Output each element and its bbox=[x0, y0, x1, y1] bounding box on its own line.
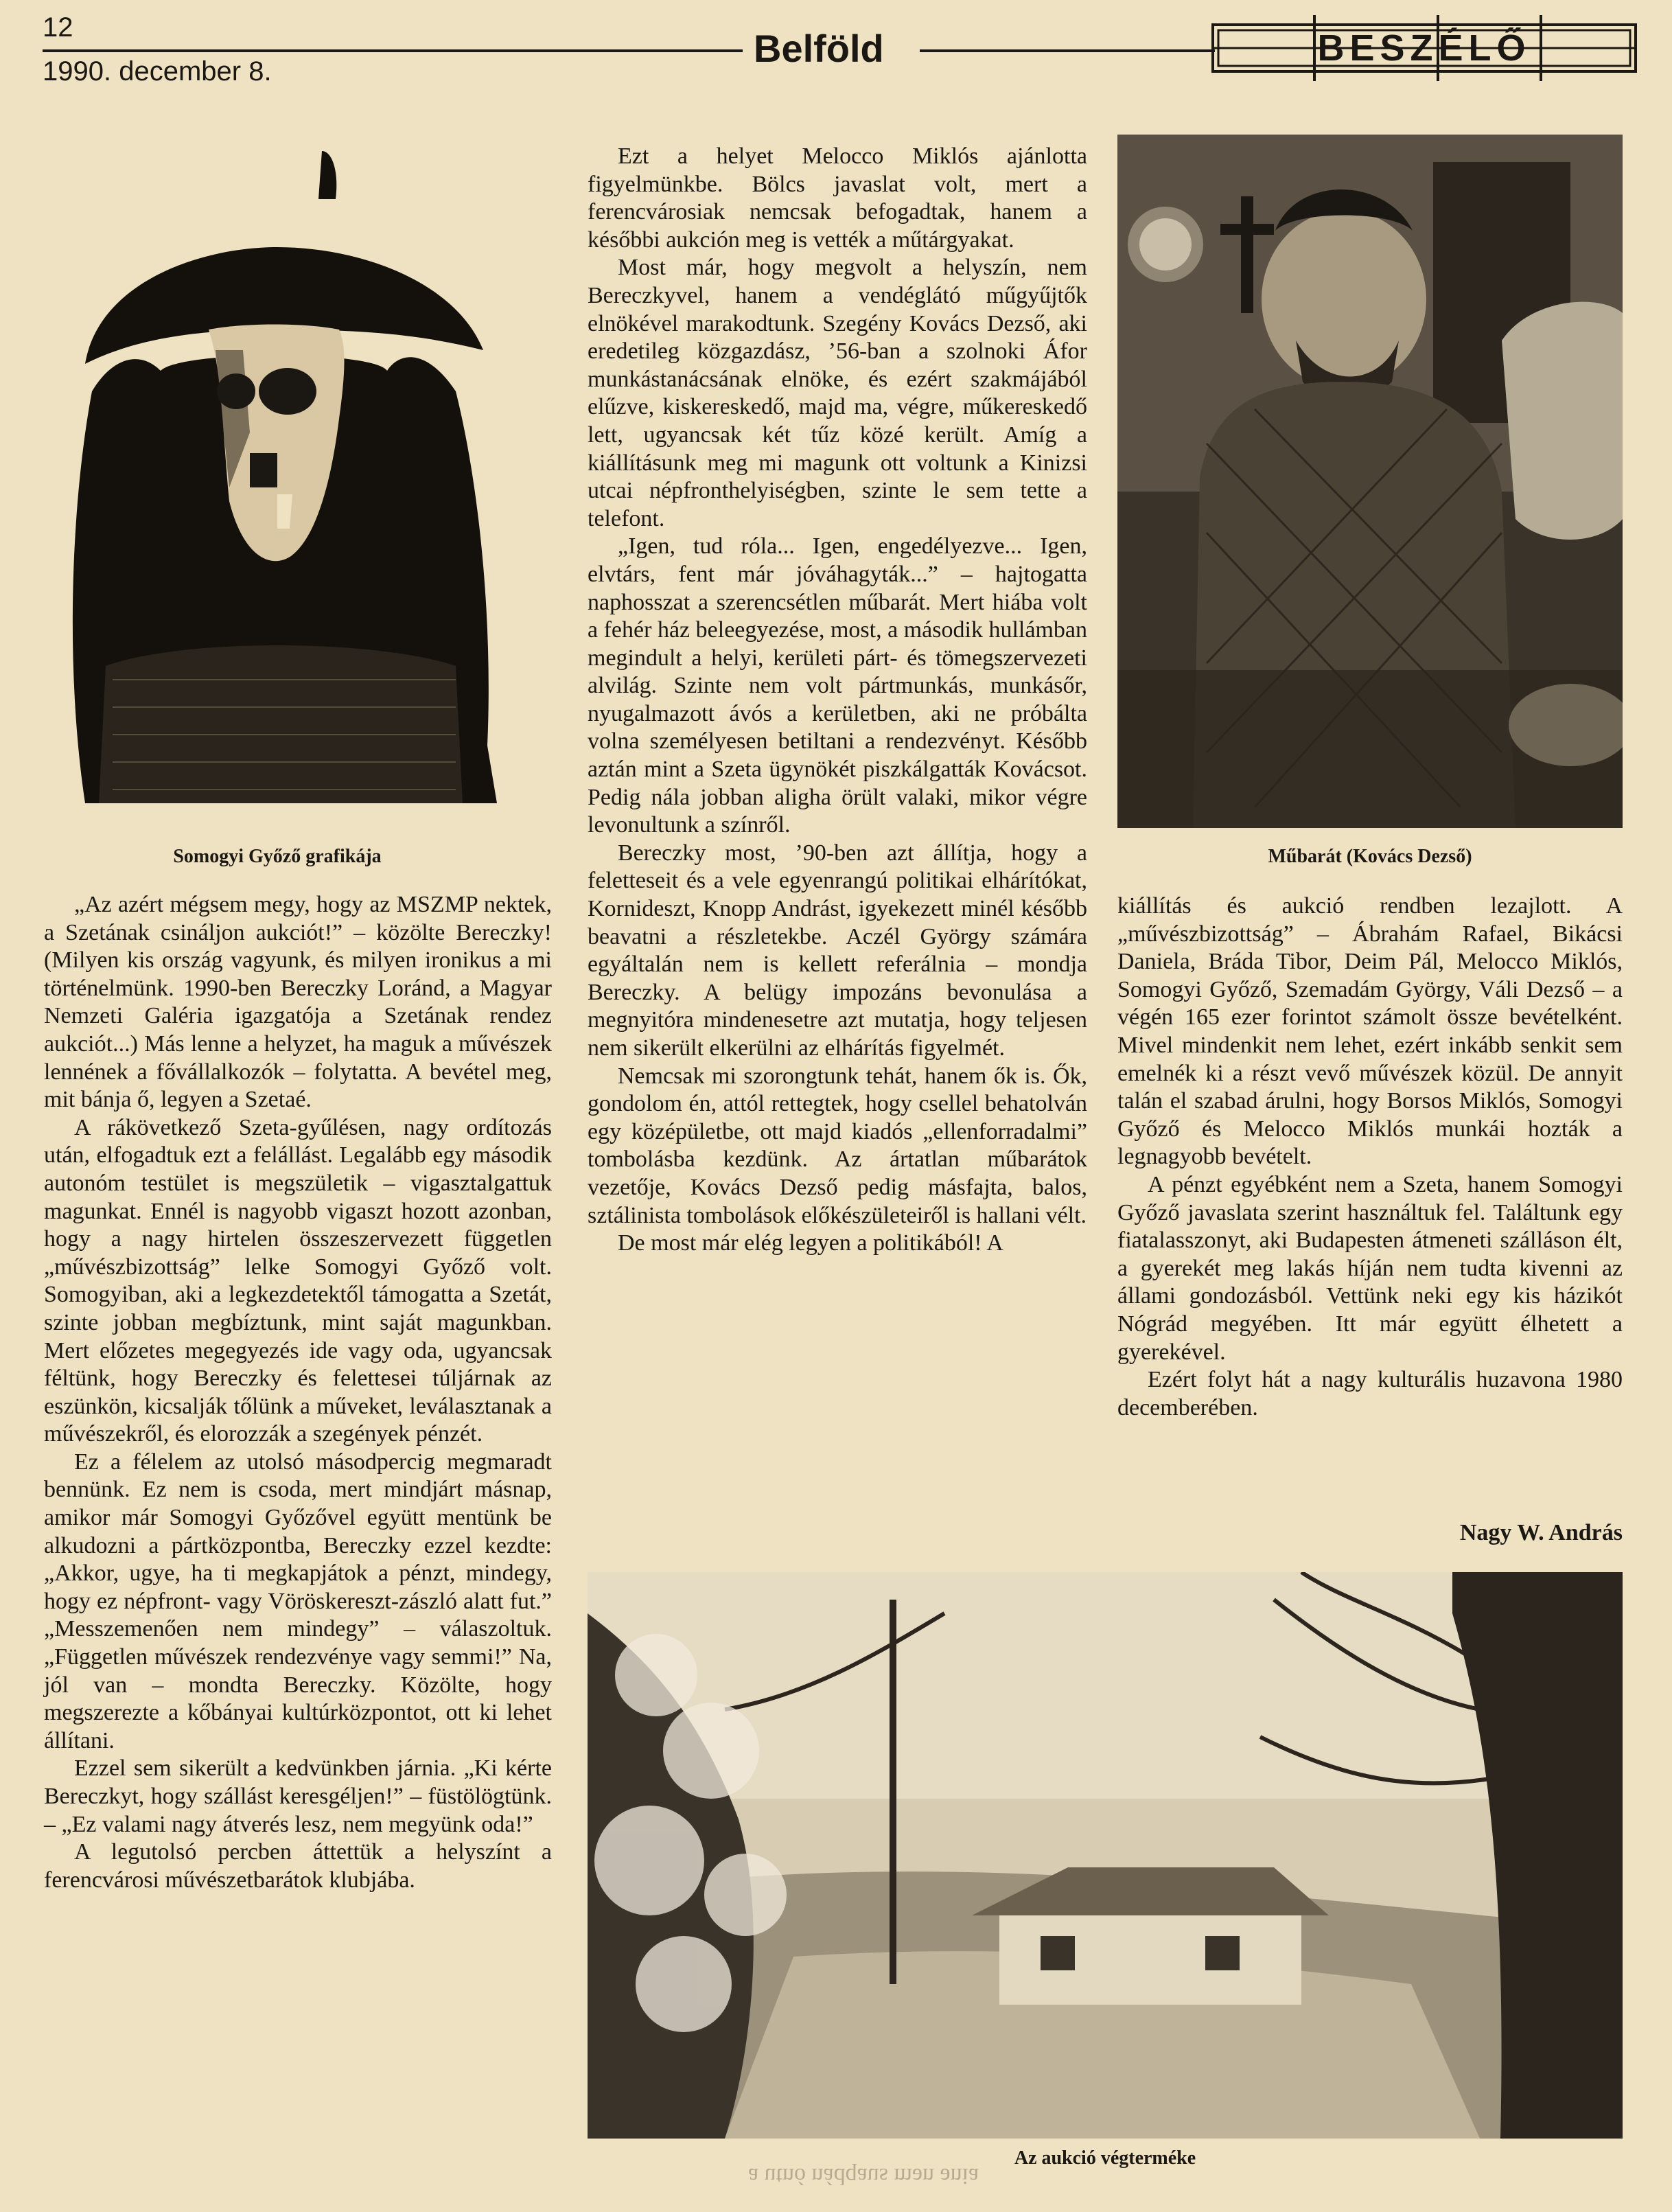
portrait-caption: Műbarát (Kovács Dezső) bbox=[1268, 846, 1472, 867]
paragraph: Ez a félelem az utolsó másodpercig megmaradt bennünk. Ez nem is csoda, mert mindjárt másnap, amikor már Somogyi Győzővel együtt mentünk be alkudozni a pártközpontba, Bereczky ezzel kezdte: „Akkor, ugye, ha ti megkapjátok a pénzt, mindegy, hogy ez népfront- vagy Vöröskereszt-zászló alatt fut.” „Messzemenően nem mindegy” – válaszoltuk. „Független művészek rendezvénye vagy semmi!” Na, jól van – mondta Bereczky. Közölte, hogy megszerezte a kőbányai kultúrközpontot, ott ki lehet állítani. bbox=[44, 1449, 552, 1753]
paragraph: „Igen, tud róla... Igen, engedélyezve... Igen, elvtárs, fent már jóváhagyták...” – hajtogatta naphosszat a szerencsétlen műbarát. Mert hiába volt a fehér ház beleegyezése, most, a második hullámban megindult a helyi, kerületi párt- és tömegszervezeti alvilág. Szinte nem volt pártmunkás, munkásőr, nyugalmazott ávós a kerületben, aki ne próbálta volna személyesen betiltani a rendezvényt. Később aztán mint a Szeta ügynökét piszkálgatták Kovácsot. Pedig nála jobban aligha örült valaki, mikor végre levonultunk a színről. bbox=[588, 533, 1087, 838]
article-column-1 bbox=[44, 891, 552, 1894]
landscape-photo-image bbox=[588, 1572, 1623, 2139]
paragraph: A legutolsó percben áttettük a helyszínt a ferencvárosi művészetbarátok klubjába. bbox=[44, 1839, 552, 1893]
paragraph: Nemcsak mi szorongtunk tehát, hanem ők is. Ők, gondolom én, attól rettegtek, hogy csellel behatolván egy középületbe, ott majd kiadós „ellenforradalmi” tombolásba kezdünk. Az ártatlan műbarátok vezetője, Kovács Dezső pedig másfajta, balos, sztálinista tombolások előkészületeiről is hallani vélt. bbox=[588, 1063, 1087, 1228]
paragraph: Ezért folyt hát a nagy kulturális huzavona 1980 decemberében. bbox=[1117, 1367, 1623, 1420]
header-rule-right bbox=[920, 49, 1215, 52]
paragraph: „Az azért mégsem megy, hogy az MSZMP nektek, a Szetának csináljon aukciót!” – közölte Bereczky! (Milyen kis ország vagyunk, és milyen ironikus a mi történelmünk. 1990-ben Bereczky Loránd, a Magyar Nemzeti Galéria igazgatója a Szetának rendez aukciót...) Más lenne a helyzet, ha maguk a művészek lennének a fővállalkozók – folytatta. A bevétel meg, mit bánja ő, legyen a Szetaé. bbox=[44, 892, 552, 1113]
landscape-caption: Az aukció végterméke bbox=[1014, 2147, 1196, 2169]
issue-date: 1990. december 8. bbox=[43, 56, 272, 87]
paragraph: kiállítás és aukció rendben lezajlott. A „művészbizottság” – Ábrahám Rafael, Bikácsi Daniela, Bráda Tibor, Deim Pál, Melocco Miklós, Somogyi Győző, Szemadám György, Váli Dezső – a végén 165 ezer forintot számolt össze bevételként. Mivel mindenkit nem lehet, ezért inkább senkit sem emelnék ki a részt vevő művészek közül. De annyit talán el szabad árulni, hogy Borsos Miklós, Somogyi Győző és Melocco Miklós munkái hozták a legnagyobb bevételt. bbox=[1117, 893, 1623, 1170]
masthead-text: BESZÉLŐ bbox=[1317, 27, 1531, 69]
author-byline: Nagy W. András bbox=[1459, 1520, 1623, 1545]
portrait-photo-image bbox=[1117, 135, 1623, 828]
graphic-portrait-image bbox=[44, 144, 511, 831]
graphic-caption: Somogyi Győző grafikája bbox=[173, 846, 382, 867]
paragraph: A rákövetkező Szeta-gyűlésen, nagy ordítozás után, elfogadtuk ezt a felállást. Legalább egy második autonóm testület is megszületik – vigasztalgattuk magunkat. Ennél is nagyobb vigaszt hozott azonban, hogy a nagy hirtelen összeszervezett független „művészbizottság” lelke Somogyi Győző volt. Somogyiban, aki a legkezdetektől támogatta a Szetát, szinte jobban megbíztunk, mint saját magunkban. Mert előzetes megegyezés ide vagy oda, ugyancsak féltünk, hogy Bereczky és felettesei túljárnak az eszünkön, kicsalják tőlünk a műveket, leválasztanak a művészekről, és elorozzák a szegények pénzét. bbox=[44, 1114, 552, 1447]
header-rule-left bbox=[43, 49, 743, 52]
section-title: Belföld bbox=[754, 27, 884, 70]
bleed-through-text: a utnó nádqaus mən ənia bbox=[748, 2163, 979, 2189]
paragraph: Ezzel sem sikerült a kedvünkben járnia. „Ki kérte Bereczkyt, hogy szállást keresgéljen!” – füstölögtünk. – „Ez valami nagy átverés lesz, nem megyünk oda!” bbox=[44, 1755, 552, 1837]
paragraph: Most már, hogy megvolt a helyszín, nem Bereczkyvel, hanem a vendéglátó műgyűjtők elnökével marakodtunk. Szegény Kovács Dezső, aki eredetileg közgazdász, ’56-ban a szolnoki Áfor munkástanácsának elnöke, és ezért szakmájából elűzve, kiskereskedő, majd ma, végre, műkereskedő lett, ugyancsak két tűz közé került. Amíg a kiállításunk meg mi magunk ott voltunk a Kinizsi utcai népfronthelyiségben, szinte le sem tette a telefont. bbox=[588, 255, 1087, 531]
article-column-3 bbox=[1117, 892, 1623, 1422]
paragraph: A pénzt egyébként nem a Szeta, hanem Somogyi Győző javaslata szerint használtuk fel. Találtunk egy fiatalasszonyt, aki Budapesten átmeneti szálláson élt, a gyerekét meg lakás híján nem tudta kivenni az állami gondozásból. Vettünk neki egy kis házikót Nógrád megyében. Itt már együtt élhetett a gyerekével. bbox=[1117, 1171, 1623, 1365]
article-column-2 bbox=[588, 143, 1087, 1258]
masthead-logo bbox=[1211, 15, 1637, 81]
paragraph: De most már elég legyen a politikából! A bbox=[618, 1230, 1003, 1256]
page-number: 12 bbox=[43, 12, 73, 43]
paragraph: Ezt a helyet Melocco Miklós ajánlotta figyelmünkbe. Bölcs javaslat volt, mert a ferencvárosiak nemcsak befogadtak, hanem a későbbi aukción meg is vették a műtárgyakat. bbox=[588, 143, 1087, 253]
paragraph: Bereczky most, ’90-ben azt állítja, hogy a feletteseit és a vele egyenrangú politikai elhárítókat, Kornideszt, Knopp Andrást, igyekezett minél később beavatni a részletekbe. Aczél György számára egyáltalán nem is kellett referálnia – mondja Bereczky. A belügy impozáns bevonulása a megnyitóra mindenesetre azt mutatja, hogy teljesen nem sikerült elkerülni az elhárítás figyelmét. bbox=[588, 840, 1087, 1061]
